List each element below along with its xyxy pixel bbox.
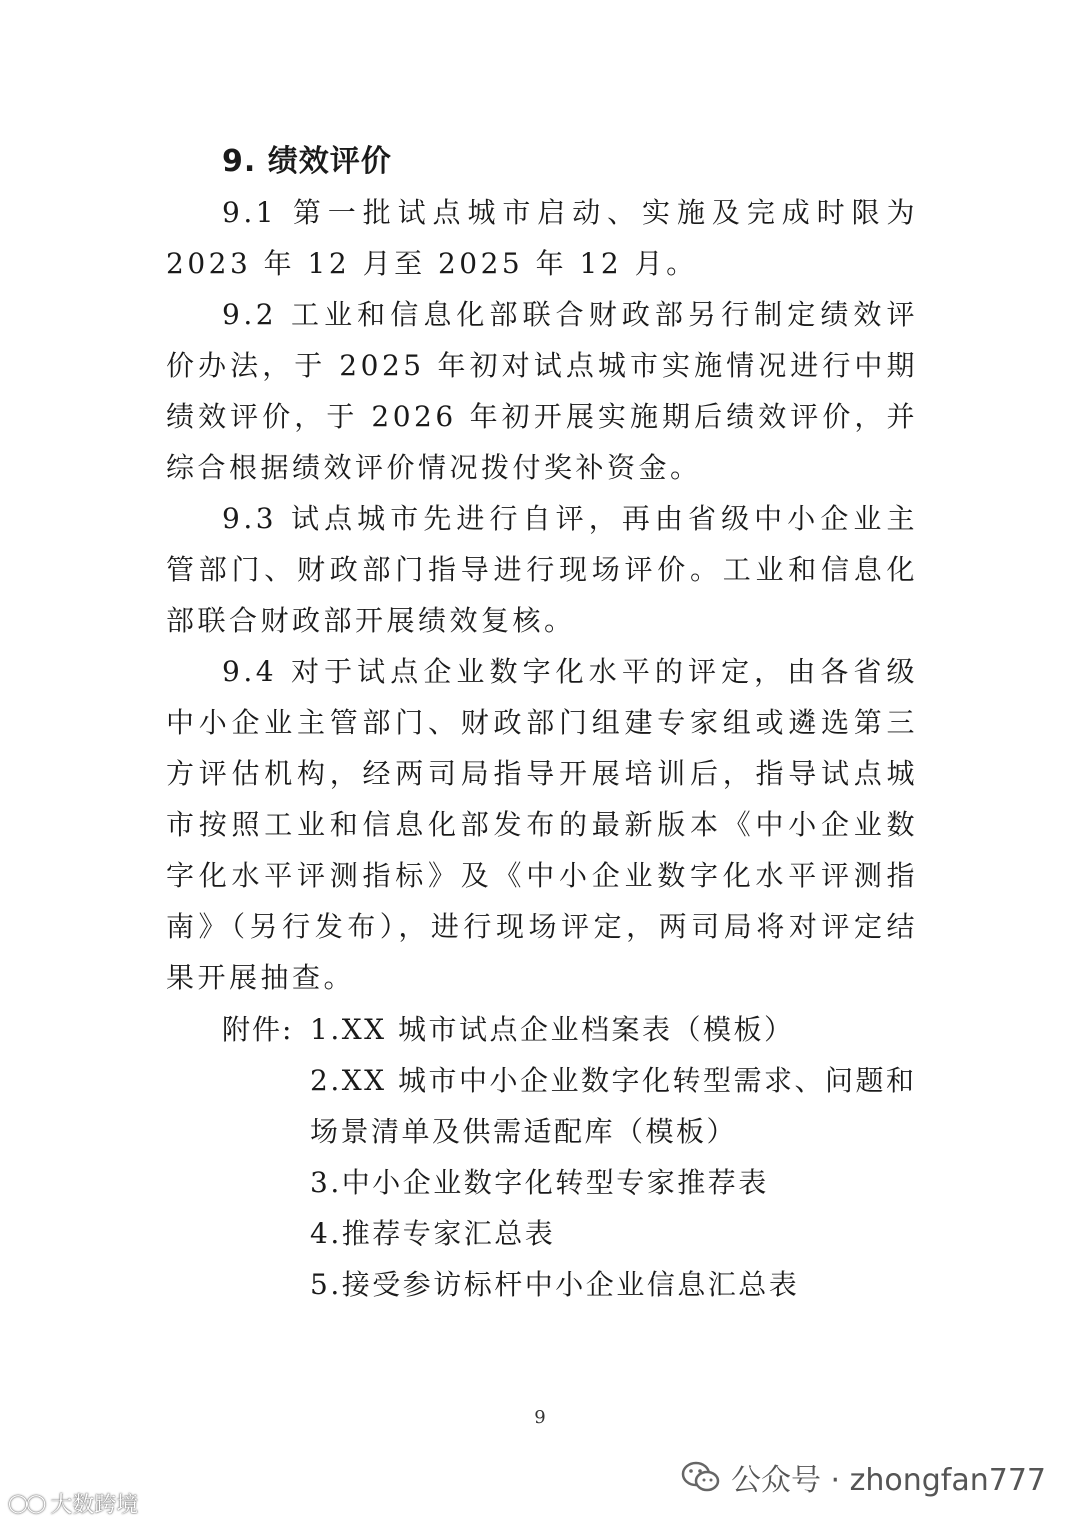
attachments-label: 附件: (222, 1013, 294, 1046)
attachment-item-1: 1.XX 城市试点企业档案表（模板） (310, 1013, 795, 1046)
watermark-left (8, 1488, 138, 1519)
attachment-item-5: 5.接受参访标杆中小企业信息汇总表 (310, 1268, 800, 1301)
wechat-icon (681, 1460, 721, 1494)
paragraph-9-4: 9.4 对于试点企业数字化水平的评定，由各省级中小企业主管部门、财政部门组建专家组或遴选第三方评估机构，经两司局指导开展培训后，指导试点城市按照工业和信息化部发布的最新版本《中小企业数字化水平评测指标》及《中小企业数字化水平评测指南》（另行发布），进行现场评定，两司局将对评定结果开展抽查。 (166, 655, 918, 994)
watermark-right (681, 1455, 1046, 1499)
attachment-item-3: 3.中小企业数字化转型专家推荐表 (310, 1166, 769, 1199)
paragraph-9-2: 9.2 工业和信息化部联合财政部另行制定绩效评价办法，于 2025 年初对试点城市实施情况进行中期绩效评价，于 2026 年初开展实施期后绩效评价，并综合根据绩效评价情况拨付奖补资金。 (166, 298, 918, 484)
watermark-left-text: 大数跨境 (50, 1493, 139, 1518)
glasses-logo-icon: ◯◯ (8, 1493, 45, 1514)
watermark-right-text: 公众号 · zhongfan777 (731, 1463, 1046, 1498)
section-heading: 9. 绩效评价 (222, 144, 392, 179)
page-number: 9 (534, 1407, 546, 1428)
paragraph-9-1: 9.1 第一批试点城市启动、实施及完成时限为 2023 年 12 月至 2025 年 12 月。 (166, 196, 918, 280)
attachment-item-4: 4.推荐专家汇总表 (310, 1217, 556, 1250)
paragraph-9-3: 9.3 试点城市先进行自评，再由省级中小企业主管部门、财政部门指导进行现场评价。工业和信息化部联合财政部开展绩效复核。 (166, 502, 918, 637)
attachment-item-2: 2.XX 城市中小企业数字化转型需求、问题和场景清单及供需适配库（模板） (310, 1064, 917, 1148)
